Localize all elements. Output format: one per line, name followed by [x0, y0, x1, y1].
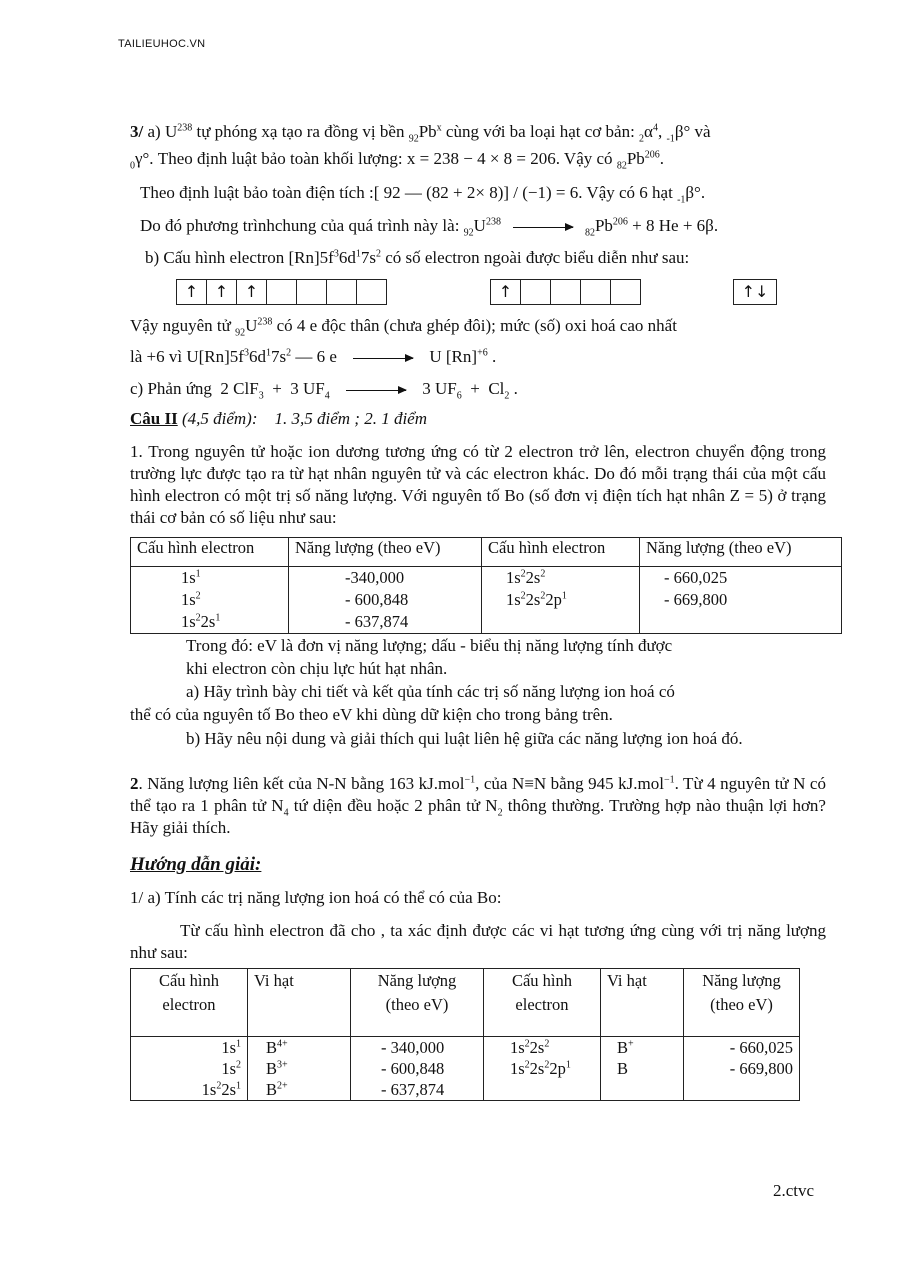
question-a-line1: a) Hãy trình bày chi tiết và kết qủa tính các trị số năng lượng ion hoá có [186, 682, 675, 701]
table-header: Năng lượng (theo eV) [289, 538, 482, 567]
orbital-box: ↑ [491, 280, 521, 304]
solution-line2: Từ cấu hình electron đã cho , ta xác định được các vi hạt tương ứng cùng với trị năng lượng như sau: [130, 921, 826, 962]
orbital-box [267, 280, 297, 304]
orbital-box [551, 280, 581, 304]
site-header: TAILIEUHOC.VN [118, 38, 206, 50]
solution-heading: Hướng dẫn giải: [130, 854, 262, 875]
note-line2: khi electron còn chịu lực hút hạt nhân. [186, 659, 448, 678]
orbital-box [611, 280, 640, 304]
q3-line2: $_0$γ°. Theo định luật bảo toàn khối lượng: x = 238 − 4 × 8 = 206. Vậy có $_{82}Pb^{206}$. [130, 149, 665, 172]
bo-energy-table [130, 537, 842, 634]
table-header: Năng lượng (theo eV) [640, 538, 842, 567]
orbital-box [521, 280, 551, 304]
orbital-box: ↑ [177, 280, 207, 304]
orbital-box: ↑↓ [741, 282, 769, 301]
question-a-line2: thể có của nguyên tố Bo theo eV khi dùng dữ kiện cho trong bảng trên. [130, 705, 613, 724]
table-header: Vi hạt [248, 969, 351, 1037]
orbital-box [581, 280, 611, 304]
bo-particle-table [130, 968, 800, 1101]
cau2-paragraph2: 2. Năng lượng liên kết của N-N bằng 163 kJ.mol$^{-1}$, của N≡N bằng 945 kJ.mol$^{-1}$. Từ 4 nguyên tử N có thể tạo ra 1 phân tử $N_4$ tứ diện đều hoặc 2 phân tử $N_2$ thông thường. Trường hợp nào thuận lợi hơn? Hãy giải thích. [130, 774, 826, 837]
table-cell: -340,000 - 600,848 - 637,874 [289, 567, 482, 634]
solution-line1: 1/ a) Tính các trị năng lượng ion hoá có thể có của Bo: [130, 888, 502, 907]
table-header: Năng lượng (theo eV) [684, 969, 800, 1037]
orbital-box: ↑ [207, 280, 237, 304]
q3-line4: Do đó phương trìnhchung của quá trình này là: $_{92}U^{238}_{82}Pb^{206} + 8$ He + 6β. [140, 216, 719, 239]
reaction-arrow [513, 227, 573, 228]
page-number: 2.ctvc [773, 1181, 815, 1200]
table-header: Cấu hình electron [131, 969, 248, 1037]
question-b: b) Hãy nêu nội dung và giải thích qui luật liên hệ giữa các năng lượng ion hoá đó. [186, 729, 743, 748]
q3-line6: Vậy nguyên tử $_{92}U^{238}$ có 4 e độc thân (chưa ghép đôi); mức (số) oxi hoá cao nhất [130, 316, 677, 339]
q3-line1: 3/ a) $U^{238}$ tự phóng xạ tạo ra đồng vị bền $_{92}Pb^x$ cùng với ba loại hạt cơ bản: $_2\alpha^4$, $_{-1}$β° và [130, 122, 711, 145]
q3-line3: Theo định luật bảo toàn điện tích :[ 92 — (82 + 2× 8)] / (−1) = 6. Vậy có 6 hạt $_{-1}$β°. [140, 183, 706, 206]
table-header: Cấu hình electron [131, 538, 289, 567]
orbital-box [327, 280, 357, 304]
orbital-box: ↑ [237, 280, 267, 304]
table-header: Vi hạt [601, 969, 684, 1037]
table-cell: - 660,025 - 669,800 [640, 567, 842, 634]
arrow-icon [346, 390, 406, 391]
q3-line7: là +6 vì $U[Rn]5f^36d^17s^2$ — 6 e U $[Rn]^{+6}$ . [130, 347, 497, 366]
table-cell: $1s^1$ $1s^2$ $1s^22s^1$ [131, 1037, 248, 1101]
cau2-title: Câu II (4,5 điểm): 1. 3,5 điểm ; 2. 1 điểm [130, 409, 428, 428]
table-header: Cấu hình electron [482, 538, 640, 567]
table-header: Năng lượng (theo eV) [351, 969, 484, 1037]
table-cell: $1s^1$ $1s^2$ $1s^22s^1$ [131, 567, 289, 634]
table-cell: $B^{4+}$ $B^{3+}$ $B^{2+}$ [248, 1037, 351, 1101]
table-cell: - 340,000 - 600,848 - 637,874 [351, 1037, 484, 1101]
table-cell: B+ B [601, 1037, 684, 1101]
arrow-icon [353, 358, 413, 359]
note-line1: Trong đó: eV là đơn vị năng lượng; dấu - biểu thị năng lượng tính được [186, 636, 673, 655]
table-header: Cấu hình electron [484, 969, 601, 1037]
table-cell: $1s^22s^2$ $1s^22s^22p^1$ [482, 567, 640, 634]
orbital-7s [733, 279, 777, 305]
q3-line5: b) Cấu hình electron $[Rn]5f^36d^17s^2$ có số electron ngoài được biểu diễn như sau: [145, 248, 690, 267]
table-cell: $1s^22s^2$ $1s^22s^22p^1$ [484, 1037, 601, 1101]
orbital-box [357, 280, 386, 304]
orbital-box [297, 280, 327, 304]
cau2-paragraph1: 1. Trong nguyên tử hoặc ion dương tương ứng có từ 2 electron trở lên, electron chuyển động trong trường lực được tạo ra từ hạt nhân nguyên tử và các electron khác. Do đó mỗi trạng thái của một cấu hình electron có một trị số năng lượng. Với nguyên tố Bo (số đơn vị điện tích hạt nhân Z = 5) ở trạng thái cơ bản có số liệu như sau: [130, 442, 826, 527]
orbital-6d [490, 279, 641, 305]
q3-line8: c) Phản ứng 2 ClF$_3$ + 3 $UF_4$ 3 $UF_6 + Cl_2$ . [130, 379, 518, 402]
table-cell: - 660,025 - 669,800 [684, 1037, 800, 1101]
orbital-5f [176, 279, 387, 305]
